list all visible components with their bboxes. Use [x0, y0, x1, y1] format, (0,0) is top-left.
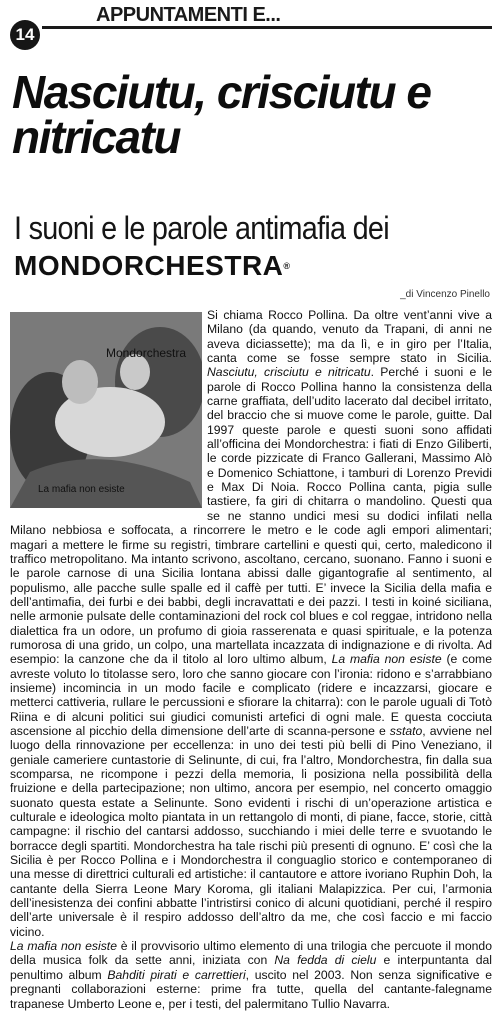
section-header: APPUNTAMENTI E...	[96, 4, 281, 26]
photo-caption-band: Mondorchestra	[106, 346, 187, 360]
article-subtitle-band	[14, 250, 291, 282]
paragraph-1: Si chiama Rocco Pollina. Da oltre vent’anni vive a Milano (da quando, venuto da Trapani, di anni ne aveva diciassette); ma da lì, e in giro per l’Italia, canta come se fosse sempre stato in Sicilia. Nasciutu, crisciutu e nitricatu. Perché i suoni e le parole di Rocco Pollina hanno la consistenza della carne graffiata, dell’udito lacerato dal decibel irritato, del braccio che si muove come le parole, guitte. Dal 1997 queste parole e questi suoni sono affidati all’officina dei Mondorchestra: i fiati di Enzo Giliberti, le corde pizzicate di Franco Gallerani, Massimo Alò e Domenico Schiattone, i tamburi di Lorenzo Previdi e Max Di Noia. Rocco Pollina canta, pigia sulle tastiere, fa giri di chitarra o mandolino. Questi qua se ne stanno undici mesi su dodici infilati nella Milano nebbiosa e soffocata, a rincorrere le metro e le code agli empori alimentari; magari a mettere le firme su registri, timbrare cartellini e questi qui, certo, maledicono il traffico metropolitano. Ma intanto scrivono, ascoltano, cercano, suonano. Fanno i suoni e le parole carnose di una Sicilia lontana abissi dalle gigantografie al sentimento, al populismo, alle pacche sulle spalle ed il caffè per tutti. E’ invece la Sicilia della mafia e dell’antimafia, dei furbi e dei babbi, degli incravattati e dei pazzi. I testi in koiné siciliana, nelle armonie pulsate delle contaminazioni del rock col blues e col reggae, intridono nella dialettica fra un odore, un profumo di gioia rasserenata e quasi spirituale, e la potenza rumorosa di una grido, un colpo, una martellata incazzata di indignazione e di rivolta. Ad esempio: la canzone che da il titolo al loro ultimo album, La mafia non esiste (e come avreste voluto lo titolasse sero, loro che sanno giocare con l’ironia: ridono e s’arrabbiano insieme) incomincia in un modo facile e complicato (ridere e incazzarsi, giocare e metterci cattiveria, rullare le percussioni e sfiorare la chitarra): con le parole uguali di Totò Riina e di alcuni politici sui giudici comunisti artefici di ogni male. E questa cocciuta ascensione al picchio della dimensione dell’arte di scanna-persone e sstato, avviene nel luogo della rinnovazione per eccellenza: in uno dei testi più belli di Pino Veneziano, il geniale cameriere cuntastorie di Selinunte, di cui, fra l’altro, Mondorchestra, fin dalla sua scomparsa, ne ricompone i pezzi della memoria, li posiziona nella possibilità della fruizione e della partecipazione; non ultimo, ancora per esempio, nel concerto omaggio suonato questa estate a Selinunte. Sono evidenti i rischi di un’operazione artistica e culturale e ideologica molto piantata in un rettangolo di monti, di piane, facce, storie, città campagne: il rischio del cantarsi addosso, succhiando i miei delle terre e svuotando le borracce degli spartiti. Mondorchestra ha tale rischi più presenti di ognuno. E’ così che la Sicilia è per Rocco Pollina e i Mondorchestra il conguaglio storico e contemporaneo di una messe di direttrici culturali ed artistiche: il cantautore e attore ivoriano Ruphin Doh, la cantante della Sierra Leone Mary Koroma, gli italiani Malapizzica. Per cui, l’armonia dell’inesistenza dei confini abbatte l’intristirsi conico di alcuni quotidiani, perché il respiro dell’arte universale è il respiro addosso dell’altro da me, che così faccio e mi faccio vicino.	[10, 308, 492, 939]
article-title: Nasciutu, crisciutu e nitricatu	[12, 66, 431, 163]
paragraph-2: La mafia non esiste è il provvisorio ultimo elemento di una trilogia che percuote il mondo della musica folk da sette anni, iniziata con Na fedda di cielu e interpuntanta dal penultimo album Bahditi pirati e carrettieri, uscito nel 2003. Non senza significative e pregnanti collaborazioni esterne: prime fra tutte, quella del cantante-falegname trapanese Umberto Leone e, per i testi, del palermitano Tullio Navarra.	[10, 939, 492, 1011]
article-body	[10, 308, 492, 1011]
header-rule	[42, 26, 492, 29]
photo-caption-album: La mafia non esiste	[38, 484, 125, 495]
page-number: 14	[15, 25, 35, 44]
article-subtitle: I suoni e le parole antimafia dei	[14, 210, 389, 246]
registered-mark: ®	[283, 261, 291, 271]
page-number-badge	[10, 20, 40, 50]
photo-spacer	[10, 308, 207, 514]
byline: _di Vincenzo Pinello	[400, 289, 490, 300]
band-name: MONDORCHESTRA	[14, 250, 284, 281]
